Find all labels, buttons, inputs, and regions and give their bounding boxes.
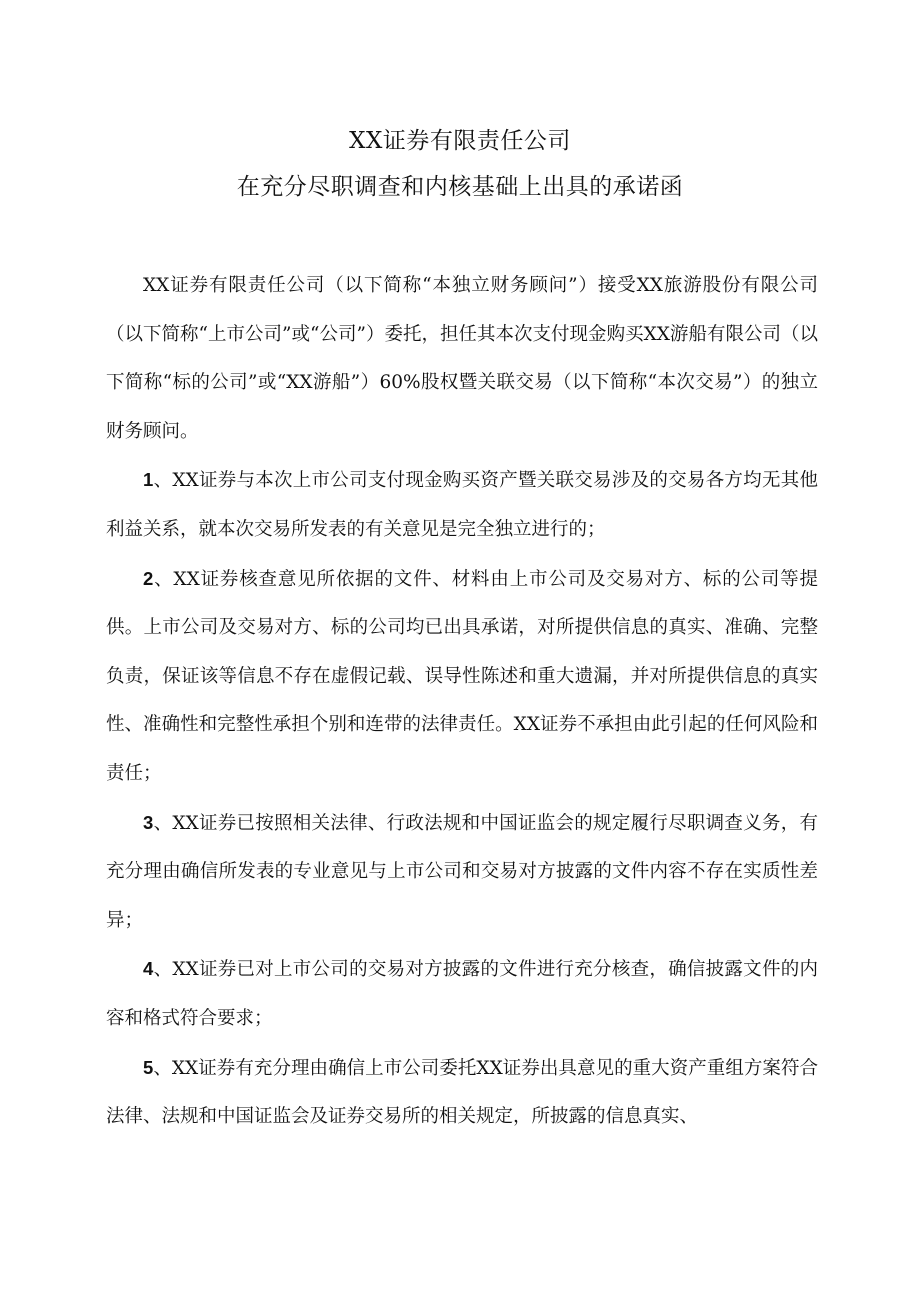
item-text: 、XX证券有充分理由确信上市公司委托XX证券出具意见的重大资产重组方案符合法律、法规和中国证监会及证券交易所的相关规定，所披露的信息真实、 — [106, 1057, 818, 1128]
item-text: 、XX证券已按照相关法律、行政法规和中国证监会的规定履行尽职调查义务，有充分理由确信所发表的专业意见与上市公司和交易对方披露的文件内容不存在实质性差异； — [106, 812, 818, 931]
item-number: 4 — [143, 958, 154, 980]
item-number: 3 — [143, 811, 154, 833]
item-number: 1 — [143, 469, 154, 491]
item-number: 2 — [143, 567, 154, 589]
commitment-item-2 — [106, 555, 818, 799]
item-number: 5 — [143, 1056, 154, 1078]
intro-paragraph: XX证券有限责任公司（以下简称“本独立财务顾问”）接受XX旅游股份有限公司（以下简称“上市公司”或“公司”）委托，担任其本次支付现金购买XX游船有限公司（以下简称“标的公司”或“XX游船”）60%股权暨关联交易（以下简称“本次交易”）的独立财务顾问。 — [106, 275, 818, 442]
commitment-item-4 — [106, 945, 818, 1043]
commitment-item-3 — [106, 799, 818, 946]
item-text: 、XX证券已对上市公司的交易对方披露的文件进行充分核查，确信披露文件的内容和格式符合要求； — [106, 959, 818, 1029]
commitment-item-1 — [106, 456, 818, 554]
commitment-item-5 — [106, 1044, 818, 1142]
document-title — [0, 118, 920, 210]
title-company: XX证券有限责任公司 — [349, 128, 571, 154]
title-subject: 在充分尽职调查和内核基础上出具的承诺函 — [236, 174, 684, 200]
item-text: 、XX证券核查意见所依据的文件、材料由上市公司及交易对方、标的公司等提供。上市公司及交易对方、标的公司均已出具承诺，对所提供信息的真实、准确、完整负责，保证该等信息不存在虚假记载、误导性陈述和重大遗漏，并对所提供信息的真实性、准确性和完整性承担个别和连带的法律责任。XX证券不承担由此引起的任何风险和责任； — [106, 568, 818, 784]
item-text: 、XX证券与本次上市公司支付现金购买资产暨关联交易涉及的交易各方均无其他利益关系，就本次交易所发表的有关意见是完全独立进行的； — [106, 470, 818, 540]
document-body — [106, 262, 818, 1142]
